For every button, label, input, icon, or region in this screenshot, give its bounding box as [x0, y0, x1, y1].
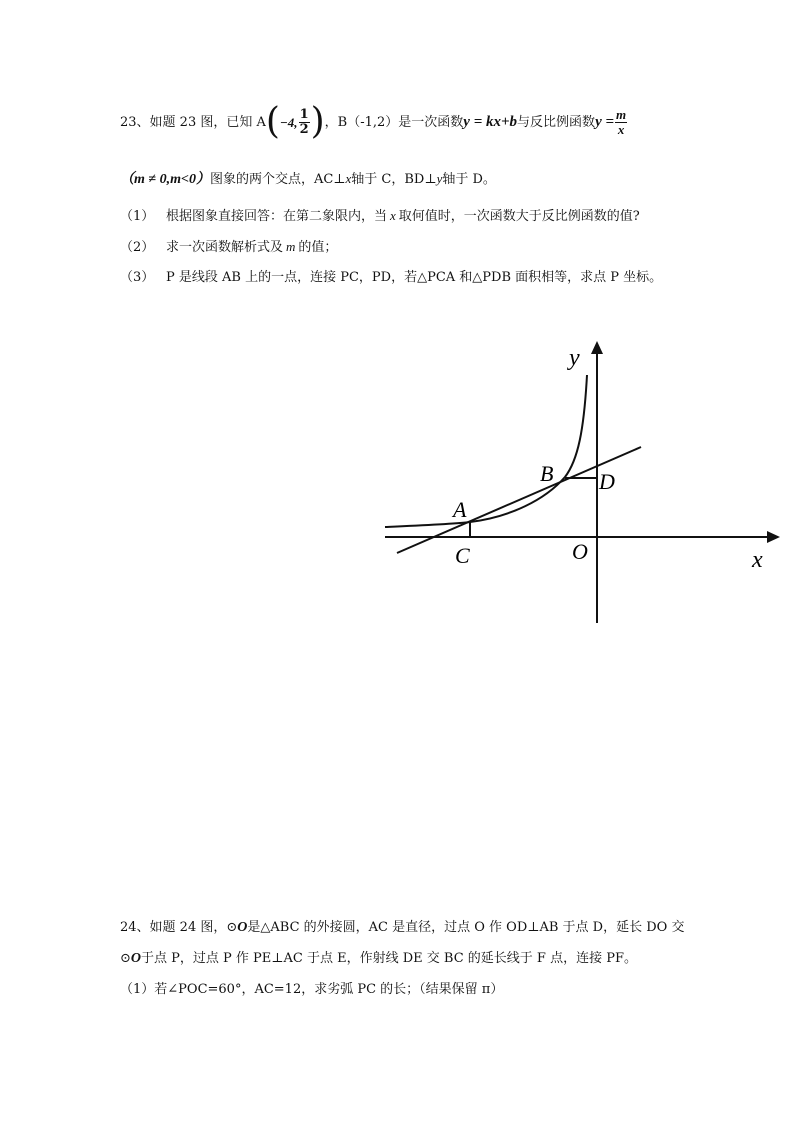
q23-line-2: （m ≠ 0,m<0）图象的两个交点，AC⊥x轴于 C，BD⊥y轴于 D。: [120, 171, 496, 187]
q23-part-3: （3） P 是线段 AB 上的一点，连接 PC，PD，若△PCA 和△PDB 面积相等，求点 P 坐标。: [120, 270, 663, 285]
label-c: C: [455, 543, 470, 568]
inverse-curve: [385, 375, 587, 527]
label-a: A: [453, 497, 467, 522]
label-o: O: [572, 539, 588, 564]
q24-line-1: 24、如题 24 图，⊙O是△ABC 的外接圆，AC 是直径，过点 O 作 OD⊥AB 于点 D，延长 DO 交: [120, 920, 685, 935]
q23-line-1: [120, 101, 628, 142]
circle-symbol: ⊙: [226, 920, 238, 935]
inverse-fraction: $\frac{m}{x}$: [616, 107, 627, 137]
inverse-lhs: y =: [595, 113, 615, 130]
label-d: D: [599, 469, 615, 494]
point-a-coordinates: ( −4, $\frac{1}{2}$ ): [265, 101, 325, 142]
q23-figure: [0, 335, 794, 635]
q23-part-2: （2） 求一次函数解析式及 m 的值；: [120, 239, 338, 255]
circle-symbol: ⊙: [120, 951, 131, 966]
x-axis-arrow: [767, 531, 780, 543]
y-axis-arrow: [591, 341, 603, 354]
q23-intro-b: ，B（-1,2）是一次函数: [324, 114, 464, 130]
label-y: y: [569, 345, 580, 371]
linear-function: y = kx+b: [463, 113, 518, 130]
label-x: x: [752, 547, 763, 573]
q23-intro-c: 与反比例函数: [517, 114, 596, 130]
q24-part-1: （1）若∠POC=60°，AC=12，求劣弧 PC 的长；（结果保留 π）: [120, 982, 504, 997]
q23-intro-a: 23、如题 23 图，已知 A: [120, 114, 266, 130]
a-y-fraction: $\frac{1}{2}$: [299, 107, 309, 137]
label-b: B: [540, 461, 554, 486]
condition: （m ≠ 0,m<0）: [120, 172, 210, 187]
q23-part-1: （1） 根据图象直接回答：在第二象限内，当 x 取何值时，一次函数大于反比例函数的值?: [120, 208, 640, 224]
q24-line-2: ⊙O于点 P，过点 P 作 PE⊥AC 于点 E，作射线 DE 交 BC 的延长线于 F 点，连接 PF。: [120, 951, 637, 966]
